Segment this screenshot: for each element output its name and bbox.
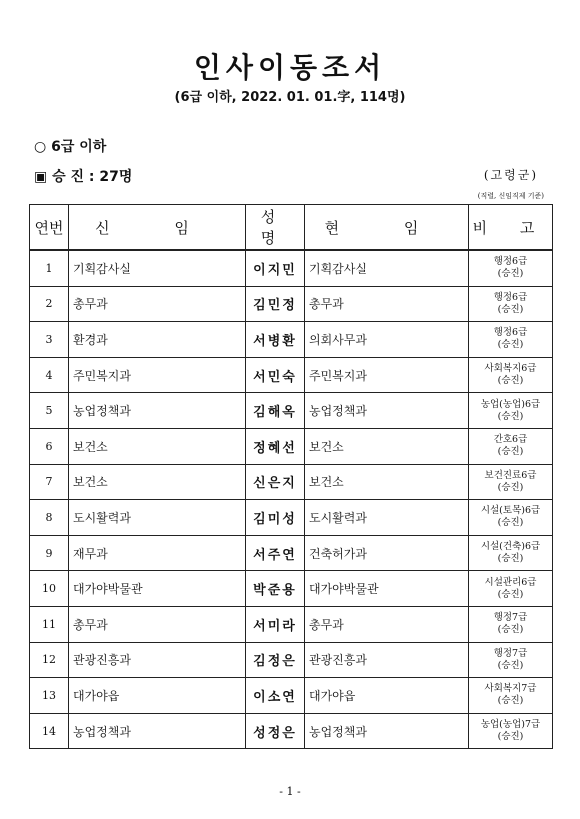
row-number: 14 <box>30 713 69 749</box>
remark <box>469 428 553 464</box>
new-post: 대가야박물관 <box>69 571 246 607</box>
remark-type: (승진) <box>497 268 524 280</box>
remark <box>469 464 553 500</box>
employee-name: 김미성 <box>246 500 305 536</box>
current-post: 관광진흥과 <box>305 642 469 678</box>
new-post: 도시활력과 <box>69 500 246 536</box>
row-number: 2 <box>30 286 69 322</box>
current-post: 농업정책과 <box>305 713 469 749</box>
current-post: 기획감사실 <box>305 250 469 286</box>
new-post: 총무과 <box>69 606 246 642</box>
employee-name: 김민정 <box>246 286 305 322</box>
remark-type: (승진) <box>497 446 524 458</box>
new-post: 환경과 <box>69 322 246 358</box>
remark-type: (승진) <box>497 624 524 636</box>
remark-type: (승진) <box>497 517 524 529</box>
remark-type: (승진) <box>497 375 524 387</box>
remark-grade: 행정6급 <box>493 327 528 339</box>
row-number: 12 <box>30 642 69 678</box>
table-row <box>30 535 553 571</box>
table-row <box>30 464 553 500</box>
remark-grade: 간호6급 <box>493 434 528 446</box>
employee-name: 서주연 <box>246 535 305 571</box>
employee-name: 김정은 <box>246 642 305 678</box>
row-number: 8 <box>30 500 69 536</box>
employee-name: 서병환 <box>246 322 305 358</box>
remark <box>469 642 553 678</box>
remark <box>469 713 553 749</box>
table-row <box>30 713 553 749</box>
personnel-table <box>29 204 553 749</box>
remark-grade: 행정6급 <box>493 256 528 268</box>
table-row <box>30 428 553 464</box>
new-post: 보건소 <box>69 464 246 500</box>
remark <box>469 678 553 714</box>
employee-name: 서민숙 <box>246 357 305 393</box>
header-name: 성 명 <box>246 205 305 251</box>
new-post: 농업정책과 <box>69 713 246 749</box>
employee-name: 이소연 <box>246 678 305 714</box>
current-post: 보건소 <box>305 428 469 464</box>
row-number: 1 <box>30 250 69 286</box>
table-row <box>30 606 553 642</box>
remark <box>469 535 553 571</box>
current-post: 주민복지과 <box>305 357 469 393</box>
remark-grade: 행정7급 <box>493 612 528 624</box>
promotion-count: ▣ 승 진 : 27명 <box>34 169 133 185</box>
remark <box>469 322 553 358</box>
remark <box>469 606 553 642</box>
remark-grade: 사회복지7급 <box>484 683 537 695</box>
current-post: 대가야박물관 <box>305 571 469 607</box>
remark-grade: 농업(농업)6급 <box>480 398 541 410</box>
remark-grade: 시설(건축)6급 <box>480 541 541 553</box>
employee-name: 정혜선 <box>246 428 305 464</box>
new-post: 주민복지과 <box>69 357 246 393</box>
remark-type: (승진) <box>497 303 524 315</box>
remark-type: (승진) <box>497 553 524 565</box>
remark-type: (승진) <box>497 659 524 671</box>
current-post: 총무과 <box>305 606 469 642</box>
table-row <box>30 286 553 322</box>
employee-name: 이지민 <box>246 250 305 286</box>
header-new-post: 신 임 <box>69 205 246 251</box>
new-post: 재무과 <box>69 535 246 571</box>
table-row <box>30 357 553 393</box>
employee-name: 서미라 <box>246 606 305 642</box>
row-number: 4 <box>30 357 69 393</box>
employee-name: 성정은 <box>246 713 305 749</box>
table-row <box>30 322 553 358</box>
new-post: 보건소 <box>69 428 246 464</box>
table-row <box>30 393 553 429</box>
remark-type: (승진) <box>497 695 524 707</box>
remark-type: (승진) <box>497 588 524 600</box>
remark <box>469 571 553 607</box>
employee-name: 신은지 <box>246 464 305 500</box>
new-post: 총무과 <box>69 286 246 322</box>
header-current-post: 현 임 <box>305 205 469 251</box>
remark <box>469 357 553 393</box>
remark-grade: 시설(토목)6급 <box>480 505 541 517</box>
row-number: 6 <box>30 428 69 464</box>
current-post: 보건소 <box>305 464 469 500</box>
remark-grade: 행정6급 <box>493 291 528 303</box>
new-post: 대가야읍 <box>69 678 246 714</box>
remark-grade: 사회복지6급 <box>484 363 537 375</box>
new-post: 기획감사실 <box>69 250 246 286</box>
employee-name: 김해옥 <box>246 393 305 429</box>
remark <box>469 250 553 286</box>
table-row <box>30 642 553 678</box>
remark-type: (승진) <box>497 481 524 493</box>
region-label: (고령군) <box>483 168 538 182</box>
row-number: 11 <box>30 606 69 642</box>
remark <box>469 286 553 322</box>
new-post: 관광진흥과 <box>69 642 246 678</box>
current-post: 총무과 <box>305 286 469 322</box>
row-number: 13 <box>30 678 69 714</box>
current-post: 농업정책과 <box>305 393 469 429</box>
remark-grade: 시설관리6급 <box>484 576 537 588</box>
employee-name: 박준용 <box>246 571 305 607</box>
page-subtitle: (6급 이하, 2022. 01. 01.字, 114명) <box>174 90 406 105</box>
remark <box>469 500 553 536</box>
row-number: 9 <box>30 535 69 571</box>
page-number: - 1 - <box>279 785 301 798</box>
table-row <box>30 500 553 536</box>
section-heading: ○ 6급 이하 <box>34 139 107 155</box>
current-post: 도시활력과 <box>305 500 469 536</box>
page-title: 인사이동조서 <box>193 51 387 84</box>
table-header-row <box>30 205 553 251</box>
current-post: 의회사무과 <box>305 322 469 358</box>
remark-grade: 보건진료6급 <box>484 469 537 481</box>
remark-grade: 농업(농업)7급 <box>480 719 541 731</box>
table-row <box>30 571 553 607</box>
row-number: 5 <box>30 393 69 429</box>
current-post: 대가야읍 <box>305 678 469 714</box>
order-note: (직렬, 신임직제 기준) <box>477 192 544 200</box>
row-number: 7 <box>30 464 69 500</box>
header-no: 연번 <box>30 205 69 251</box>
remark-type: (승진) <box>497 731 524 743</box>
remark-grade: 행정7급 <box>493 647 528 659</box>
remark-type: (승진) <box>497 339 524 351</box>
table-row <box>30 678 553 714</box>
remark <box>469 393 553 429</box>
table-row <box>30 250 553 286</box>
header-remark: 비 고 <box>469 205 553 251</box>
row-number: 3 <box>30 322 69 358</box>
new-post: 농업정책과 <box>69 393 246 429</box>
remark-type: (승진) <box>497 410 524 422</box>
current-post: 건축허가과 <box>305 535 469 571</box>
row-number: 10 <box>30 571 69 607</box>
